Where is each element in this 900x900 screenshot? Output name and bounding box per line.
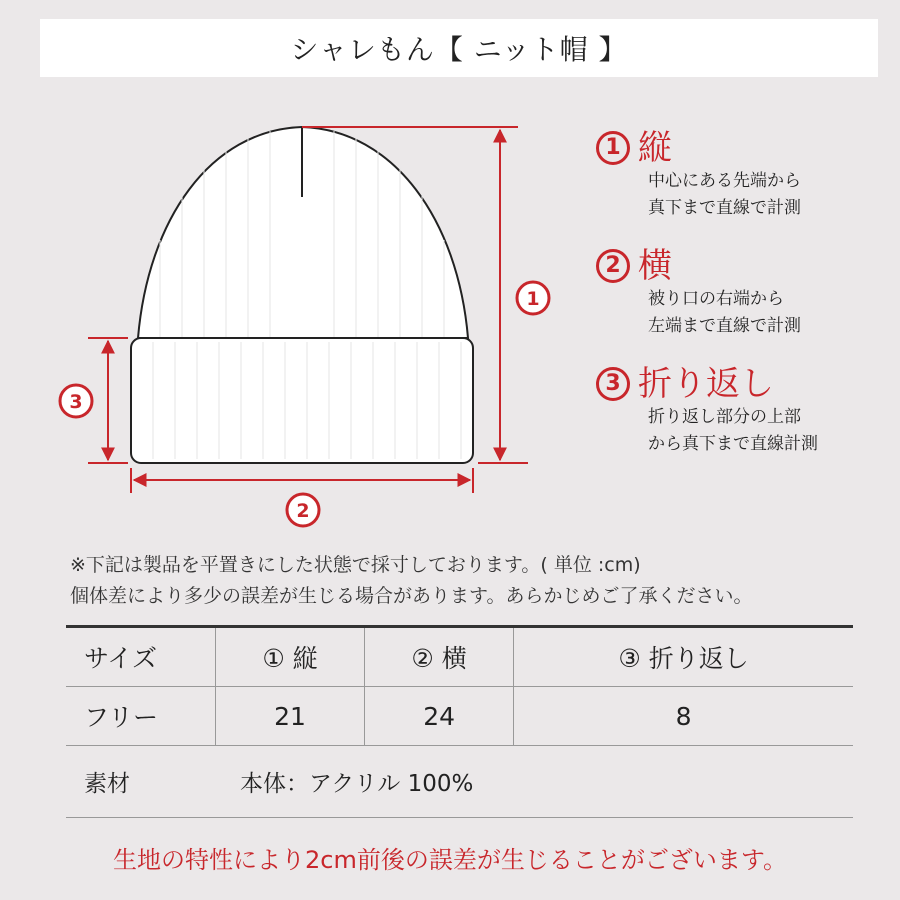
legend-label: 横 [638, 246, 672, 286]
legend-desc-line: 折り返し部分の上部 [648, 407, 801, 427]
hat-cuff [131, 338, 473, 463]
cell-cuff: 8 [514, 687, 853, 746]
header-height: ① 縦 [216, 627, 365, 687]
legend-item-width [596, 246, 886, 340]
legend-item-height [596, 128, 886, 222]
measure-cuff-line [88, 338, 128, 463]
legend-desc-line: 真下まで直線で計測 [648, 198, 801, 218]
marker-cuff [60, 385, 92, 417]
table-row [66, 687, 853, 746]
number-3-icon: 3 [596, 367, 630, 401]
header-size: サイズ [66, 627, 216, 687]
cell-size: フリー [66, 687, 216, 746]
legend-desc-line: から真下まで直線計測 [648, 434, 818, 454]
measurement-legend [596, 128, 886, 482]
svg-text:2: 2 [296, 500, 310, 522]
header-width: ② 横 [365, 627, 514, 687]
legend-desc-line: 左端まで直線で計測 [648, 316, 801, 336]
cell-width: 24 [365, 687, 514, 746]
material-label: 素材 [84, 770, 130, 797]
legend-desc-line: 中心にある先端から [648, 171, 801, 191]
cell-height: 21 [216, 687, 365, 746]
tolerance-note: 生地の特性により2cm前後の誤差が生じることがございます。 [113, 846, 787, 874]
legend-item-cuff [596, 364, 886, 458]
table-header-row [66, 627, 853, 687]
note-line: ※下記は製品を平置きにした状態で採寸しております。( 単位 :cm) [70, 554, 641, 576]
material-row [66, 745, 853, 818]
measure-width-line [131, 468, 473, 493]
legend-label: 折り返し [638, 364, 774, 404]
measurement-notes [70, 550, 890, 612]
marker-width [287, 494, 319, 526]
header-cuff: ③ 折り返し [514, 627, 853, 687]
note-line: 個体差により多少の誤差が生じる場合があります。あらかじめご了承ください。 [70, 585, 753, 607]
svg-text:3: 3 [69, 391, 83, 413]
number-2-icon: 2 [596, 249, 630, 283]
size-table [66, 625, 853, 746]
beanie-diagram [0, 100, 580, 540]
legend-desc-line: 被り口の右端から [648, 289, 784, 309]
marker-height [517, 282, 549, 314]
number-1-icon: 1 [596, 131, 630, 165]
material-value: 本体：アクリル 100% [240, 770, 474, 797]
page-title: シャレもん【 ニット帽 】 [40, 19, 878, 77]
legend-label: 縦 [638, 128, 672, 168]
svg-text:1: 1 [526, 288, 540, 310]
